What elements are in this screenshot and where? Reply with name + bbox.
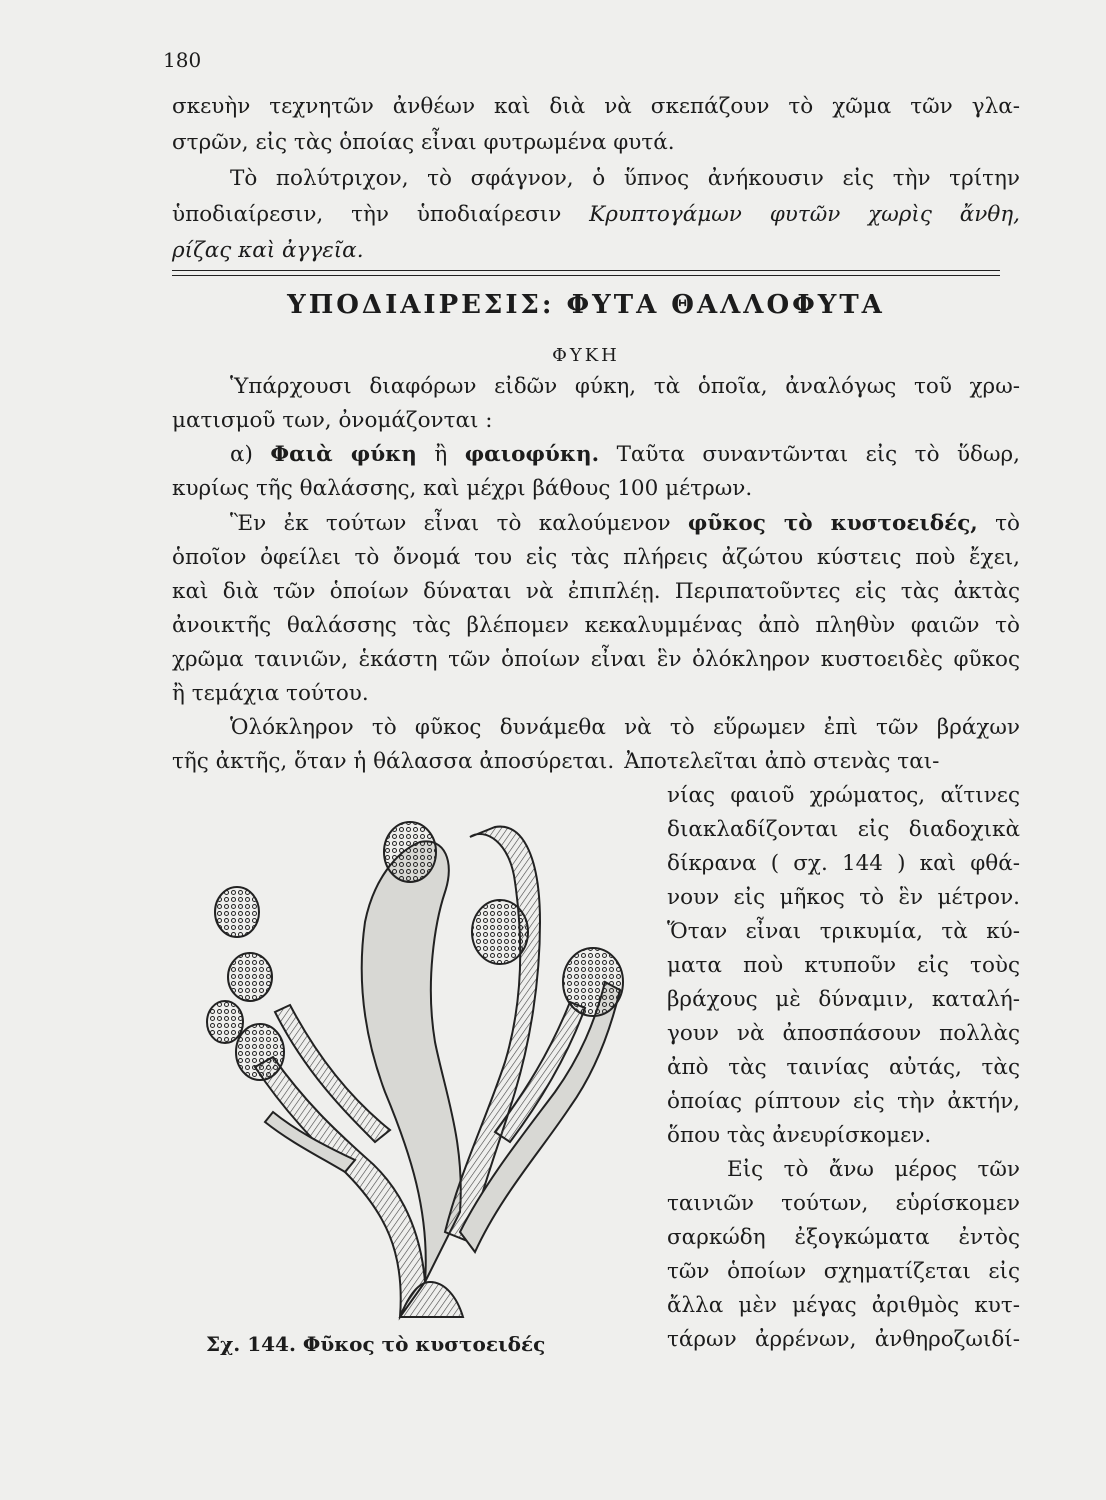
text-line-right: ματα ποὺ κτυποῦν εἰς τοὺς — [667, 953, 1020, 978]
text-line-right: ἄλλα μὲν μέγας ἀριθμὸς κυτ- — [667, 1293, 1020, 1318]
text-line-right: τάρων ἀρρένων, ἀνθηροζωιδί- — [667, 1327, 1020, 1352]
text-line — [172, 200, 1020, 230]
text-line — [172, 236, 1020, 266]
text-line: ματισμοῦ των, ὀνομάζονται : — [172, 408, 493, 433]
text-line-right: ὅπου τὰς ἀνευρίσκομεν. — [667, 1123, 932, 1148]
text-line — [172, 747, 1020, 777]
text-span: ὑποδιαίρεσιν, τὴν ὑποδιαίρεσιν — [172, 202, 562, 227]
divider-rule — [172, 270, 1000, 271]
text-line-right: ἀπὸ τὰς ταινίας αὐτάς, τὰς — [667, 1055, 1020, 1080]
text-line-right: διακλαδίζονται εἰς διαδοχικὰ — [667, 817, 1020, 842]
bold-term: φῦκος τὸ κυστοειδές, — [687, 511, 978, 536]
page-number: 180 — [163, 48, 202, 72]
seaweed-illustration — [195, 812, 665, 1332]
text-span: τῆς ἀκτῆς, ὅταν ἡ θάλασσα ἀποσύρεται. — [172, 749, 615, 774]
text-line — [230, 440, 1020, 470]
text-line: Ὁλόκληρον τὸ φῦκος δυνάμεθα νὰ τὸ εὕρωμεν ἐπὶ τῶν βράχων — [230, 715, 1020, 740]
bold-term: Φαιὰ φύκη — [270, 442, 417, 467]
divider-rule — [172, 275, 1000, 276]
text-line: ὁποῖον ὀφείλει τὸ ὄνομά του εἰς τὰς πλήρεις ἀζώτου κύστεις ποὺ ἔχει, — [172, 545, 1020, 570]
text-line-right: δίκρανα ( σχ. 144 ) καὶ φθά- — [667, 851, 1020, 876]
section-subheading: ΦΥΚΗ — [552, 345, 620, 366]
text-line-right: ταινιῶν τούτων, εὑρίσκομεν — [667, 1191, 1020, 1216]
text-line: σκευὴν τεχνητῶν ἀνθέων καὶ διὰ νὰ σκεπάζουν τὸ χῶμα τῶν γλα- — [172, 94, 1020, 119]
figure-caption: Σχ. 144. Φῦκος τὸ κυστοειδές — [206, 1332, 546, 1356]
text-line-right: βράχους μὲ δύναμιν, καταλή- — [667, 987, 1020, 1012]
text-span: Ἀποτελεῖται ἀπὸ στενὰς ται- — [624, 749, 940, 774]
text-line: χρῶμα ταινιῶν, ἑκάστη τῶν ὁποίων εἶναι ἓν ὁλόκληρον κυστοειδὲς φῦκος — [172, 647, 1020, 672]
text-line: στρῶν, εἰς τὰς ὁποίας εἶναι φυτρωμένα φυτά. — [172, 130, 675, 155]
text-line: ἀνοικτῆς θαλάσσης τὰς βλέπομεν κεκαλυμμένας ἀπὸ πληθὺν φαιῶν τὸ — [172, 613, 1020, 638]
text-line-right: γουν νὰ ἀποσπάσουν πολλὰς — [667, 1021, 1020, 1046]
text-line-right: Εἰς τὸ ἄνω μέρος τῶν — [727, 1157, 1020, 1182]
bold-term: φαιοφύκη. — [464, 442, 600, 467]
italic-text: Κρυπτογάμων φυτῶν χωρὶς ἄνθη, — [589, 202, 1020, 227]
text-line-right: νουν εἰς μῆκος τὸ ἓν μέτρον. — [667, 885, 1020, 910]
text-line: ἢ τεμάχια τούτου. — [172, 681, 369, 706]
text-span: ἢ — [434, 442, 448, 467]
text-span: α) — [230, 442, 253, 467]
section-heading: ΥΠΟΔΙΑΙΡΕΣΙΣ: ΦΥΤΑ ΘΑΛΛΟΦΥΤΑ — [287, 290, 885, 320]
text-line-right: σαρκώδη ἐξογκώματα ἐντὸς — [667, 1225, 1020, 1250]
text-line-right: Ὅταν εἶναι τρικυμία, τὰ κύ- — [667, 919, 1020, 944]
text-span: τὸ — [995, 511, 1020, 536]
text-line-right: ὁποίας ρίπτουν εἰς τὴν ἀκτήν, — [667, 1089, 1020, 1114]
text-line-right: νίας φαιοῦ χρώματος, αἵτινες — [667, 783, 1020, 808]
text-line-right: τῶν ὁποίων σχηματίζεται εἰς — [667, 1259, 1020, 1284]
italic-text: ρίζας καὶ ἀγγεῖα. — [172, 238, 364, 263]
text-line: καὶ διὰ τῶν ὁποίων δύναται νὰ ἐπιπλέῃ. Περιπατοῦντες εἰς τὰς ἀκτὰς — [172, 579, 1020, 604]
text-line: Τὸ πολύτριχον, τὸ σφάγνον, ὁ ὕπνος ἀνήκουσιν εἰς τὴν τρίτην — [230, 166, 1020, 191]
text-line: Ὑπάρχουσι διαφόρων εἰδῶν φύκη, τὰ ὁποῖα, ἀναλόγως τοῦ χρω- — [230, 374, 1020, 399]
text-line — [230, 509, 1020, 539]
text-line: κυρίως τῆς θαλάσσης, καὶ μέχρι βάθους 100 μέτρων. — [172, 476, 753, 501]
text-span: Ἓν ἐκ τούτων εἶναι τὸ καλούμενον — [230, 511, 671, 536]
text-span: Ταῦτα συναντῶνται εἰς τὸ ὕδωρ, — [616, 442, 1021, 467]
